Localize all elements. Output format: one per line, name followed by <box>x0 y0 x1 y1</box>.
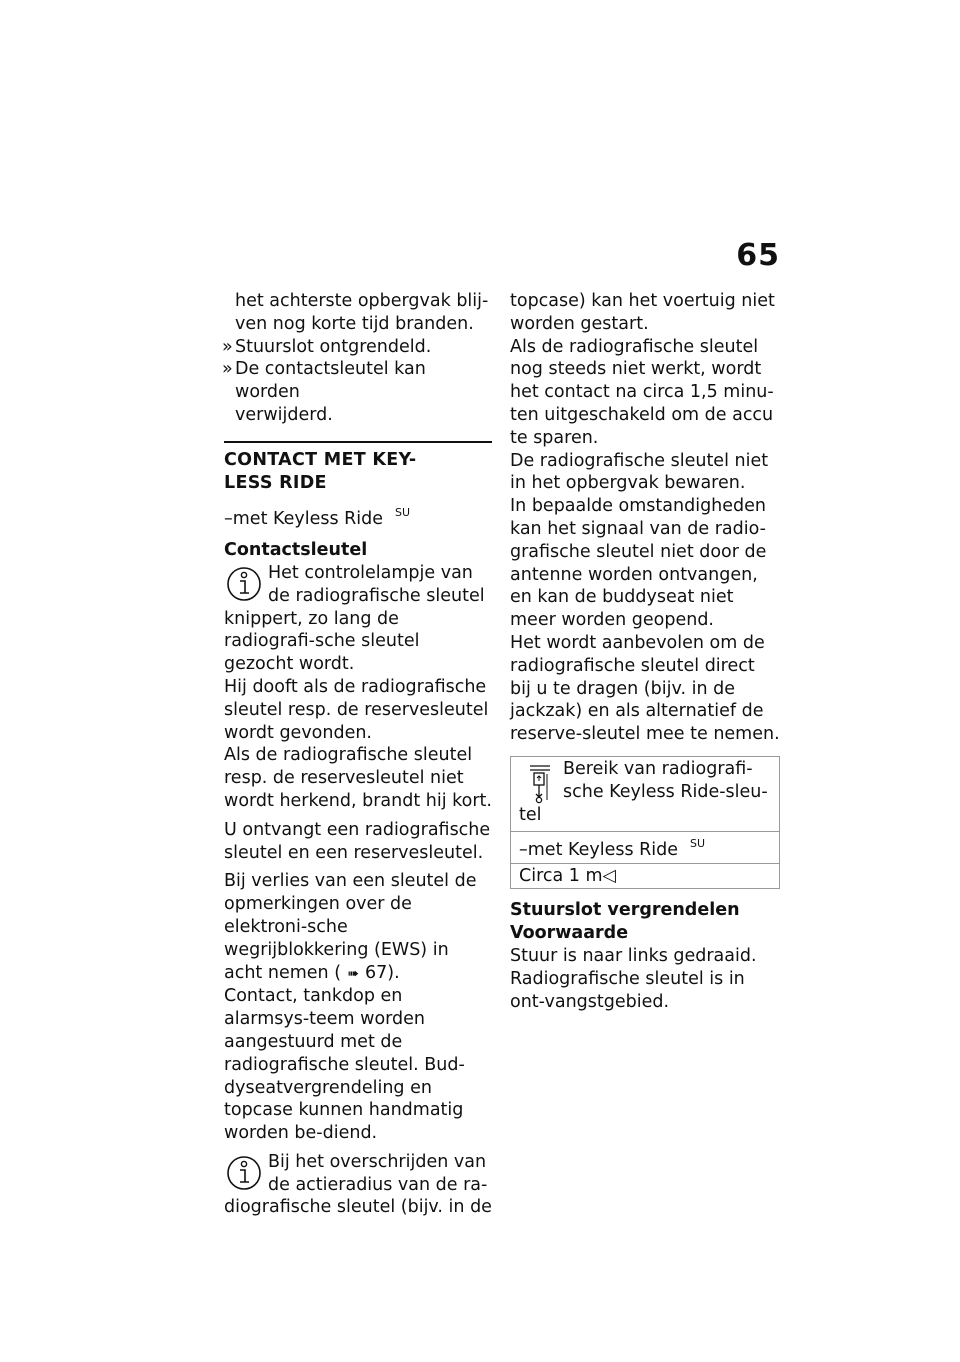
info-note <box>224 562 492 676</box>
right-column <box>510 290 780 1013</box>
distance-gauge-icon <box>519 758 563 804</box>
note-line: Het controlelampje van <box>268 562 473 583</box>
subheading: Voorwaarde <box>510 923 629 944</box>
result-item: » Stuurslot ontgrendeld. <box>224 336 492 359</box>
subheading: Contactsleutel <box>224 540 368 561</box>
paragraph: Het wordt aanbevolen om de radiografische sleutel direct bij u te dragen (bijv. in de jackzak) en als alternatief de reserve-sleutel mee te nemen. <box>510 632 780 745</box>
spec-variant-row <box>511 831 779 863</box>
paragraph: U ontvangt een radiografische sleutel en een reservesleutel. <box>224 819 491 863</box>
reference-page-link[interactable]: 67). <box>365 962 400 983</box>
continuation-line: het achterste opbergvak blij- <box>235 291 489 311</box>
section-title: LESS RIDE <box>224 472 327 493</box>
paragraph <box>224 870 492 985</box>
info-icon <box>224 1151 264 1195</box>
paragraph-text: Bij verlies van een sleutel de opmerkingen over de elektroni-sche wegrijblokkering (EWS) in acht nemen <box>224 871 477 983</box>
section-divider <box>224 441 492 443</box>
note-line: Bij het overschrijden van <box>268 1151 487 1172</box>
page-number: 65 <box>736 238 780 273</box>
variant-label <box>224 502 492 531</box>
variant-code: SU <box>395 506 411 520</box>
paragraph: Stuur is naar links gedraaid. <box>510 945 757 966</box>
spec-table-title <box>511 757 779 831</box>
info-note <box>224 1151 492 1219</box>
reference-open: ( <box>334 962 342 983</box>
result-continuation: verwijderd. <box>235 404 333 425</box>
spec-value: Circa 1 m◁ <box>519 865 617 886</box>
subheading: Stuurslot vergrendelen <box>510 900 740 921</box>
spec-value-row <box>511 863 779 889</box>
arrow-reference-icon: ➠ <box>347 965 359 982</box>
paragraph: Hij dooft als de radiografische sleutel resp. de reservesleutel wordt gevonden. <box>224 676 489 743</box>
spec-title-line: Bereik van radiografi- <box>563 758 753 779</box>
note-text: diografische sleutel (bijv. in de <box>224 1197 492 1218</box>
note-line: de radiografische sleutel <box>268 585 485 606</box>
variant-text: –met Keyless Ride <box>224 509 384 530</box>
paragraph: De radiografische sleutel niet in het opbergvak bewaren. <box>510 450 769 494</box>
left-column <box>224 290 492 1219</box>
spec-title-line: sche Keyless Ride-sleu- <box>563 781 768 802</box>
variant-code: SU <box>690 836 706 850</box>
spec-table <box>510 756 780 889</box>
result-item: » De contactsleutel kan worden <box>224 358 492 404</box>
paragraph: Als de radiografische sleutel nog steeds niet werkt, wordt het contact na circa 1,5 minu-ten uitgeschakeld om de accu te sparen. <box>510 336 774 448</box>
note-line: de actieradius van de ra- <box>268 1174 488 1195</box>
paragraph: Contact, tankdop en alarmsys-teem worden aangestuurd met de radiografische sleutel. Bud-dyseatvergrendeling en topcase kunnen handmatig worden be-diend. <box>224 986 465 1144</box>
spec-title-tail: tel <box>519 804 542 825</box>
info-icon <box>224 562 264 606</box>
paragraph: Radiografische sleutel is in ont-vangstgebied. <box>510 968 745 1012</box>
paragraph: Als de radiografische sleutel resp. de reservesleutel niet wordt herkend, brandt hij kort. <box>224 745 492 811</box>
section-title: CONTACT MET KEY- <box>224 449 417 470</box>
paragraph: topcase) kan het voertuig niet worden gestart. <box>510 291 775 334</box>
paragraph: In bepaalde omstandigheden kan het signaal van de radio-grafische sleutel niet door de antenne worden ontvangen, en kan de buddyseat niet meer worden geopend. <box>510 496 767 631</box>
continuation-line: ven nog korte tijd branden. <box>235 313 474 334</box>
variant-text: –met Keyless Ride <box>519 839 679 860</box>
note-text: knippert, zo lang de radiografi-sche sleutel gezocht wordt. <box>224 608 420 675</box>
